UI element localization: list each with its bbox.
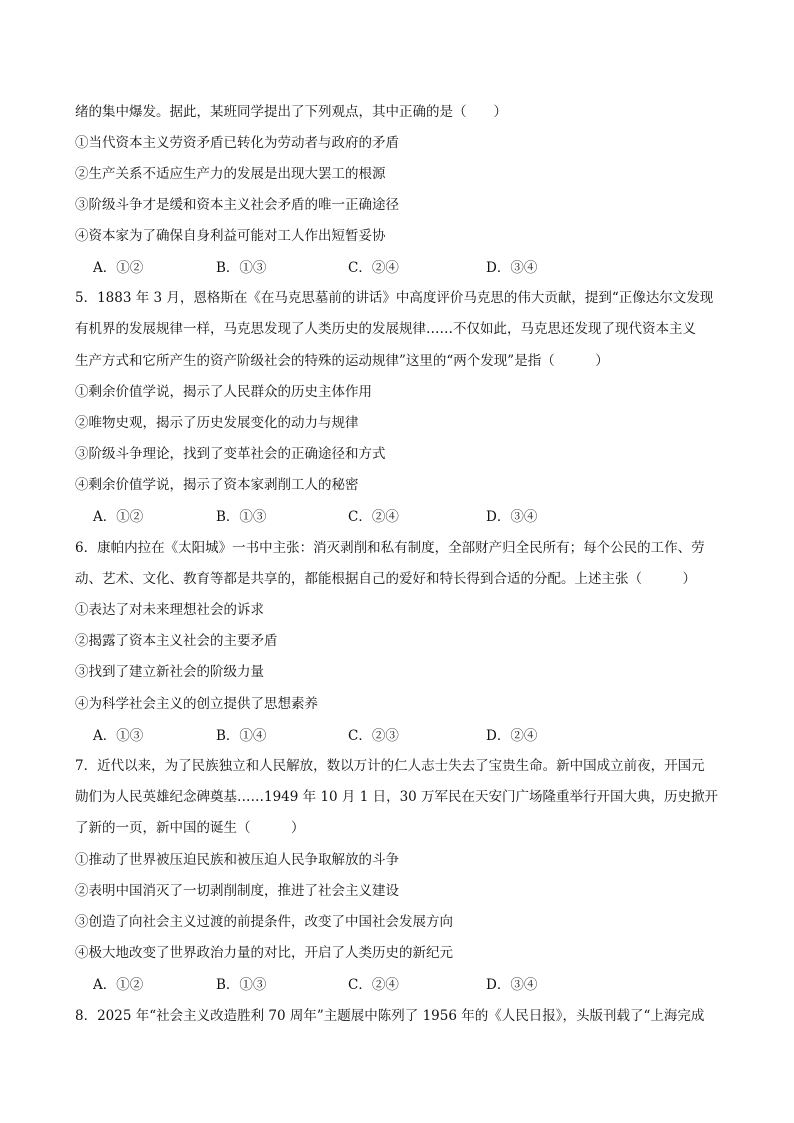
- question-4-stem: 绪的集中爆发。据此，某班同学提出了下列观点，其中正确的是（ ）: [75, 104, 507, 120]
- option-b: B．①③: [216, 977, 267, 993]
- question-7-statement-3: ③创造了向社会主义过渡的前提条件，改变了中国社会发展方向: [75, 914, 453, 930]
- option-c: C．②③: [348, 728, 399, 744]
- question-6-statement-1: ①表达了对未来理想社会的诉求: [75, 602, 264, 618]
- question-7-stem-line-3: 了新的一页，新中国的诞生（ ）: [75, 820, 305, 836]
- option-b: B．①④: [216, 728, 267, 744]
- question-6-options: [93, 727, 713, 745]
- question-5-statement-3: ③阶级斗争理论，找到了变革社会的正确途径和方式: [75, 446, 386, 462]
- question-4-statement-4: ④资本家为了确保自身利益可能对工人作出短暂妥协: [75, 228, 386, 244]
- question-4-statement-2: ②生产关系不适应生产力的发展是出现大罢工的根源: [75, 166, 386, 182]
- question-7-statement-2: ②表明中国消灭了一切剥削制度，推进了社会主义建设: [75, 883, 399, 899]
- question-6-statement-2: ②揭露了资本主义社会的主要矛盾: [75, 633, 278, 649]
- question-6-statement-3: ③找到了建立新社会的阶级力量: [75, 664, 264, 680]
- question-5-options: [93, 508, 713, 526]
- option-a: A．①③: [93, 728, 144, 744]
- option-a: A．①②: [93, 260, 144, 276]
- question-6-stem-line-2: 动、艺术、文化、教育等都是共享的，都能根据自己的爱好和特长得到合适的分配。上述主张（ ）: [75, 571, 696, 587]
- option-c: C．②④: [348, 509, 399, 525]
- question-7-statement-1: ①推动了世界被压迫民族和被压迫人民争取解放的斗争: [75, 852, 399, 868]
- question-6-statement-4: ④为科学社会主义的创立提供了思想素养: [75, 696, 318, 712]
- question-5-stem-line-1: 5．1883 年 3 月，恩格斯在《在马克思墓前的讲话》中高度评价马克思的伟大贡献，提到“正像达尔文发现: [75, 290, 714, 306]
- option-c: C．②④: [348, 977, 399, 993]
- question-7-statement-4: ④极大地改变了世界政治力量的对比，开启了人类历史的新纪元: [75, 945, 453, 961]
- question-7-stem-line-1: 7．近代以来，为了民族独立和人民解放，数以万计的仁人志士失去了宝贵生命。新中国成立前夜，开国元: [75, 758, 705, 774]
- question-8-stem-line-1: 8．2025 年“社会主义改造胜利 70 周年”主题展中陈列了 1956 年的《人民日报》，头版刊载了“上海完成: [75, 1008, 705, 1024]
- option-d: D．③④: [486, 509, 538, 525]
- question-7-options: [93, 976, 713, 994]
- option-d: D．②④: [486, 728, 538, 744]
- question-5-stem-line-3: 生产方式和它所产生的资产阶级社会的特殊的运动规律”这里的“两个发现”是指（ ）: [75, 353, 609, 369]
- question-7-stem-line-2: 勋们为人民英雄纪念碑奠基……1949 年 10 月 1 日，30 万军民在天安门广场隆重举行开国大典，历史掀开: [75, 789, 719, 805]
- option-c: C．②④: [348, 260, 399, 276]
- question-5-statement-4: ④剩余价值学说，揭示了资本家剥削工人的秘密: [75, 477, 359, 493]
- option-a: A．①②: [93, 509, 144, 525]
- option-d: D．③④: [486, 977, 538, 993]
- question-4-options: [93, 259, 713, 277]
- question-6-stem-line-1: 6．康帕内拉在《太阳城》一书中主张：消灭剥削和私有制度，全部财产归全民所有；每个公民的工作、劳: [75, 540, 705, 556]
- option-b: B．①③: [216, 509, 267, 525]
- question-4-statement-3: ③阶级斗争才是缓和资本主义社会矛盾的唯一正确途径: [75, 197, 399, 213]
- option-d: D．③④: [486, 260, 538, 276]
- question-5-statement-1: ①剩余价值学说，揭示了人民群众的历史主体作用: [75, 384, 372, 400]
- option-a: A．①②: [93, 977, 144, 993]
- option-b: B．①③: [216, 260, 267, 276]
- question-5-stem-line-2: 有机界的发展规律一样，马克思发现了人类历史的发展规律……不仅如此，马克思还发现了现代资本主义: [75, 321, 696, 337]
- question-5-statement-2: ②唯物史观，揭示了历史发展变化的动力与规律: [75, 415, 359, 431]
- question-4-statement-1: ①当代资本主义劳资矛盾已转化为劳动者与政府的矛盾: [75, 135, 399, 151]
